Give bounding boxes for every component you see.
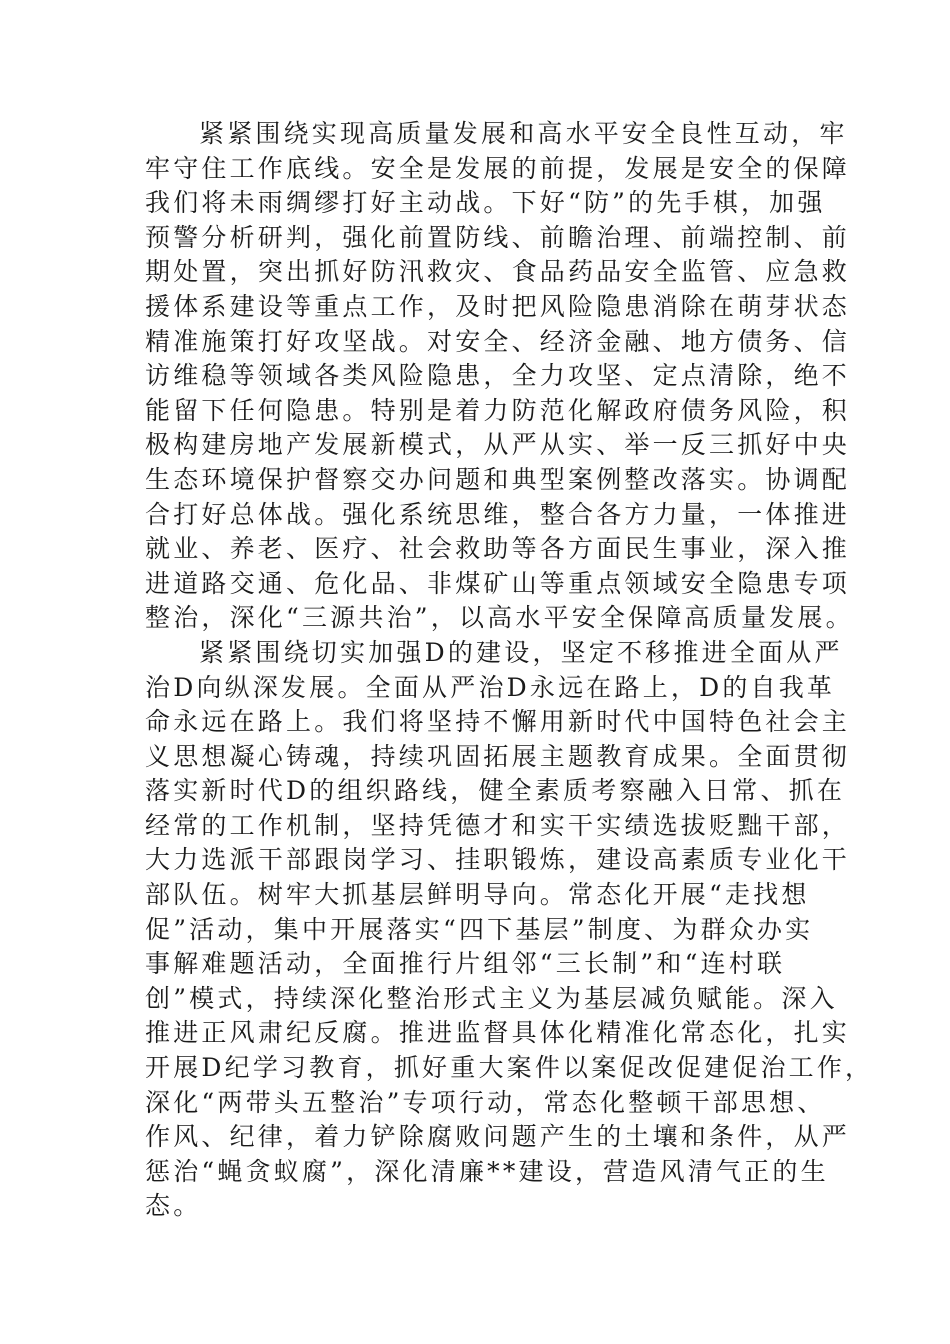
text-line: 预警分析研判，强化前置防线、前瞻治理、前端控制、前 <box>145 222 851 252</box>
paragraph-1 <box>145 117 854 636</box>
text-line: 态。 <box>145 1191 202 1221</box>
text-line: 精准施策打好攻坚战。对安全、经济金融、地方债务、信 <box>145 326 851 356</box>
text-line: 深化“两带头五整治”专项行动，常态化整顿干部思想、 <box>145 1087 826 1117</box>
text-line: 命永远在路上。我们将坚持不懈用新时代中国特色社会主 <box>145 707 851 737</box>
text-line: 进道路交通、危化品、非煤矿山等重点领域安全隐患专项 <box>145 568 851 598</box>
text-line: 牢守住工作底线。安全是发展的前提，发展是安全的保障 <box>145 153 851 183</box>
text-line: 经常的工作机制，坚持凭德才和实干实绩选拔贬黜干部， <box>145 810 851 840</box>
text-line: 合打好总体战。强化系统思维，整合各方力量，一体推进 <box>145 499 851 529</box>
text-line: 义思想凝心铸魂，持续巩固拓展主题教育成果。全面贯彻 <box>145 741 851 771</box>
text-line: 紧紧围绕切实加强D的建设，坚定不移推进全面从严 <box>199 637 843 667</box>
text-line: 部队伍。树牢大抓基层鲜明导向。常态化开展“走找想 <box>145 880 810 910</box>
text-line: 整治，深化“三源共治”，以高水平安全保障高质量发展。 <box>145 603 854 633</box>
text-line: 我们将未雨绸缪打好主动战。下好“防”的先手棋，加强 <box>145 188 826 218</box>
text-line: 访维稳等领域各类风险隐患，全力攻坚、定点清除，绝不 <box>145 361 851 391</box>
text-line: 推进正风肃纪反腐。推进监督具体化精准化常态化，扎实 <box>145 1018 851 1048</box>
paragraph-2 <box>145 636 874 1224</box>
text-line: 创”模式，持续深化整治形式主义为基层减负赋能。深入 <box>145 983 838 1013</box>
text-line: 落实新时代D的组织路线，健全素质考察融入日常、抓在 <box>145 776 846 806</box>
text-line: 开展D纪学习教育，抓好重大案件以案促改促建促治工作， <box>145 1053 874 1083</box>
document-body <box>145 117 874 1224</box>
text-line: 惩治“蝇贪蚁腐”，深化清廉**建设，营造风清气正的生 <box>145 1156 829 1186</box>
text-line: 紧紧围绕实现高质量发展和高水平安全良性互动，牢 <box>199 119 848 148</box>
text-line: 就业、养老、医疗、社会救助等各方面民生事业，深入推 <box>145 534 851 564</box>
text-line: 治D向纵深发展。全面从严治D永远在路上，D的自我革 <box>145 672 836 702</box>
text-line: 促”活动，集中开展落实“四下基层”制度、为群众办实 <box>145 914 814 944</box>
text-line: 作风、纪律，着力铲除腐败问题产生的土壤和条件，从严 <box>145 1122 851 1152</box>
text-line: 大力选派干部跟岗学习、挂职锻炼，建设高素质专业化干 <box>145 845 851 875</box>
text-line: 事解难题活动，全面推行片组邻“三长制”和“连村联 <box>145 949 786 979</box>
text-line: 期处置，突出抓好防汛救灾、食品药品安全监管、应急救 <box>145 257 851 287</box>
text-line: 援体系建设等重点工作，及时把风险隐患消除在萌芽状态 <box>145 291 851 321</box>
text-line: 能留下任何隐患。特别是着力防范化解政府债务风险，积 <box>145 395 851 425</box>
text-line: 极构建房地产发展新模式，从严从实、举一反三抓好中央 <box>145 430 851 460</box>
text-line: 生态环境保护督察交办问题和典型案例整改落实。协调配 <box>145 464 851 494</box>
